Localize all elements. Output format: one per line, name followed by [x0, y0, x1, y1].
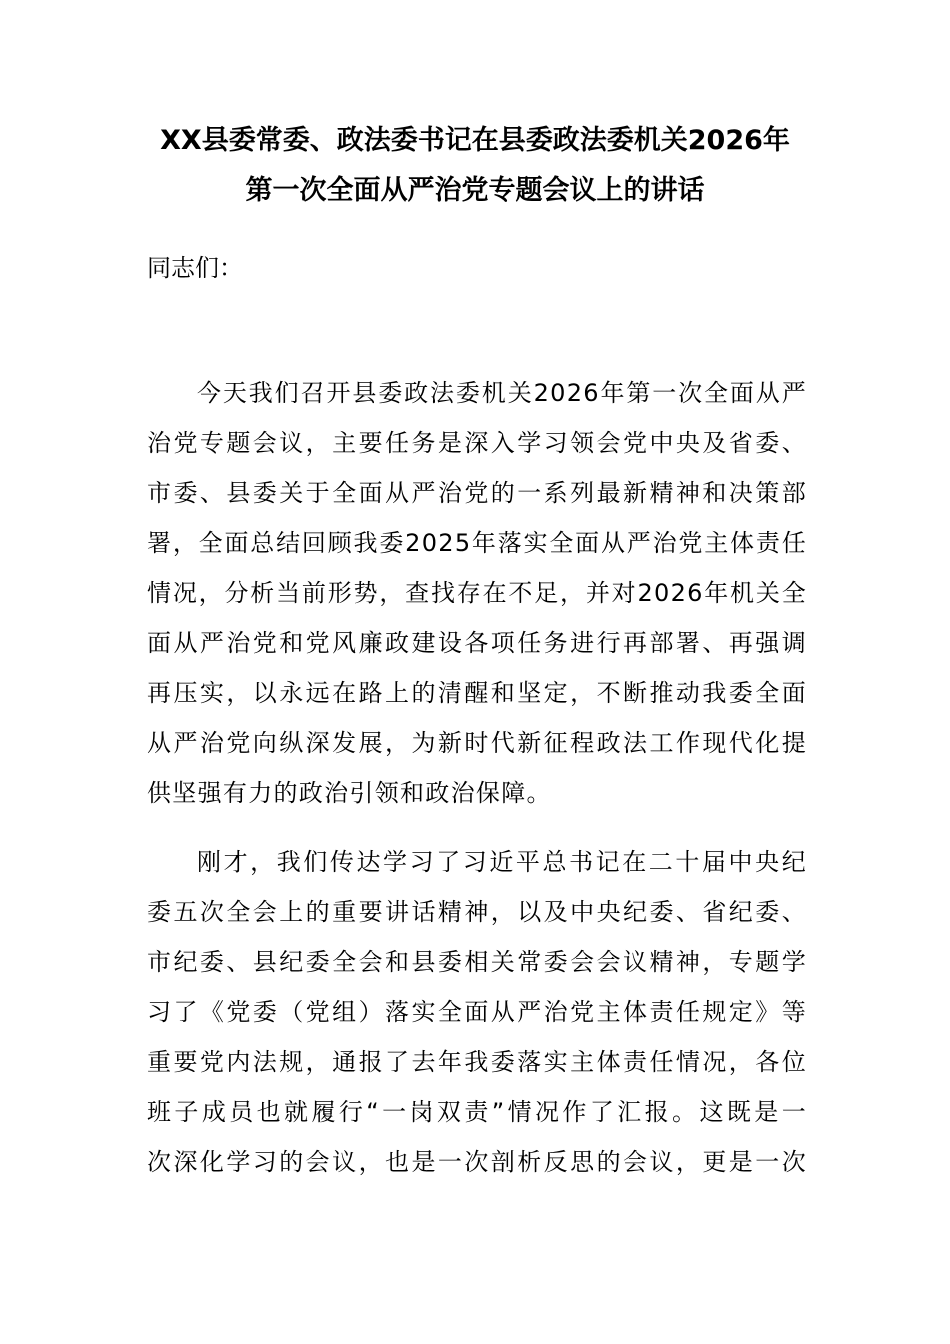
document-title	[120, 116, 830, 216]
paragraph-line: 习了《党委（党组）落实全面从严治党主体责任规定》等	[147, 998, 807, 1026]
greeting: 同志们：	[147, 254, 243, 282]
paragraph-line: 次深化学习的会议，也是一次剖析反思的会议，更是一次	[147, 1148, 807, 1176]
paragraph-line: 刚才，我们传达学习了习近平总书记在二十届中央纪	[197, 848, 807, 876]
paragraph-line: 再压实，以永远在路上的清醒和坚定，不断推动我委全面	[147, 679, 807, 707]
paragraph-line: 情况，分析当前形势，查找存在不足，并对2026年机关全	[147, 579, 807, 607]
paragraph-2	[147, 837, 807, 1187]
paragraph-line: 今天我们召开县委政法委机关2026年第一次全面从严	[197, 379, 807, 407]
title-line-2: 第一次全面从严治党专题会议上的讲话	[245, 175, 705, 206]
paragraph-line: 治党专题会议，主要任务是深入学习领会党中央及省委、	[147, 429, 807, 457]
paragraph-line: 委五次全会上的重要讲话精神，以及中央纪委、省纪委、	[147, 898, 807, 926]
paragraph-line: 署，全面总结回顾我委2025年落实全面从严治党主体责任	[147, 529, 807, 557]
title-line-1: XX县委常委、政法委书记在县委政法委机关2026年	[160, 125, 790, 156]
paragraph-line: 供坚强有力的政治引领和政治保障。	[147, 779, 552, 807]
paragraph-line: 班子成员也就履行“一岗双责”情况作了汇报。这既是一	[147, 1098, 807, 1126]
paragraph-line: 重要党内法规，通报了去年我委落实主体责任情况，各位	[147, 1048, 807, 1076]
paragraph-line: 面从严治党和党风廉政建设各项任务进行再部署、再强调	[147, 629, 807, 657]
paragraph-line: 市委、县委关于全面从严治党的一系列最新精神和决策部	[147, 479, 807, 507]
paragraph-line: 从严治党向纵深发展，为新时代新征程政法工作现代化提	[147, 729, 807, 757]
paragraph-1	[147, 368, 807, 818]
paragraph-line: 市纪委、县纪委全会和县委相关常委会会议精神，专题学	[147, 948, 807, 976]
